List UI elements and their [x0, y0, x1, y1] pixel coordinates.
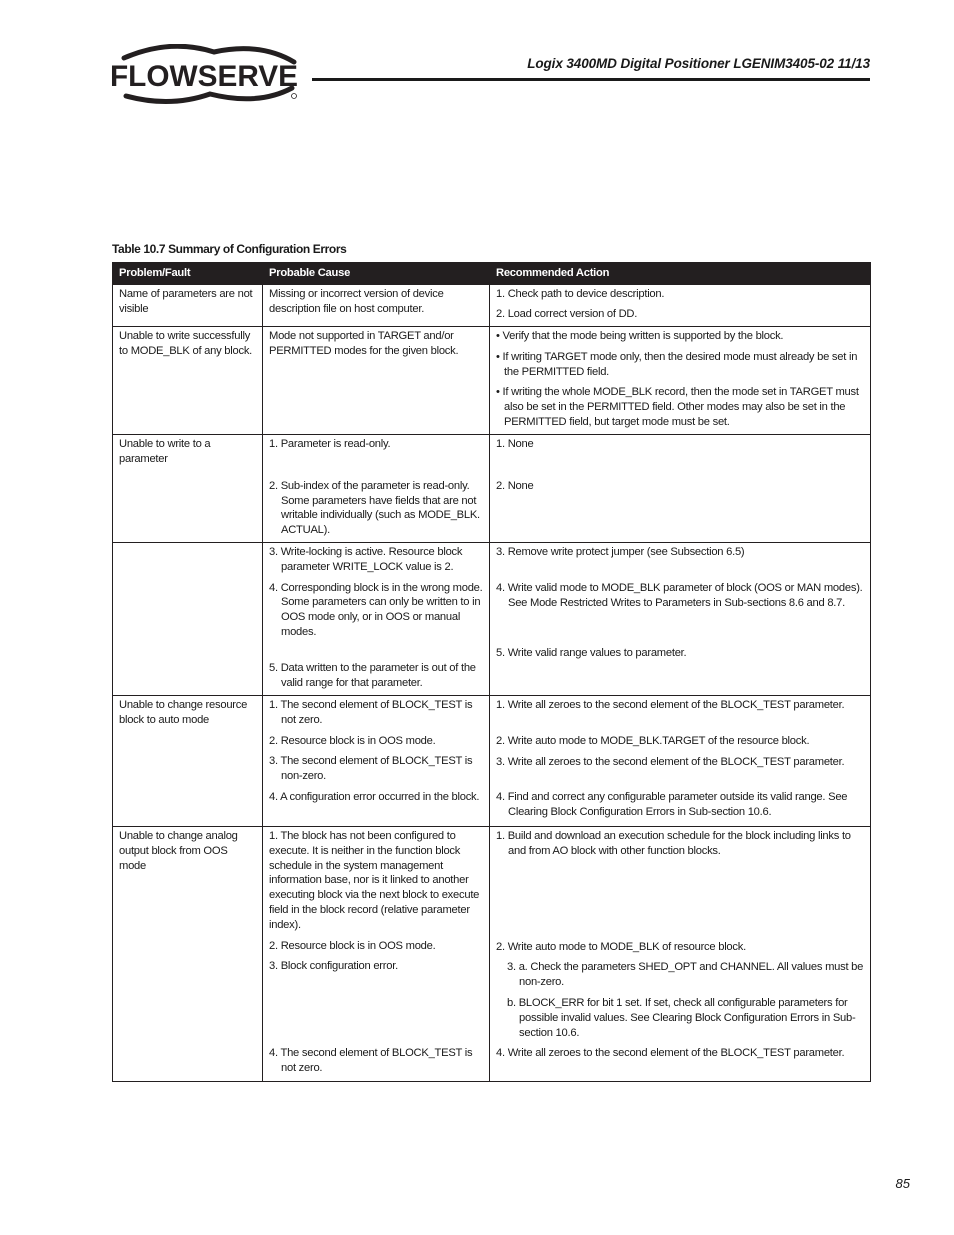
column-header-problem: Problem/Fault: [113, 263, 263, 285]
configuration-errors-table: [112, 262, 871, 1082]
problem-text: Unable to write successfully to MODE_BLK of any block.: [119, 330, 253, 357]
cause-text: 1. The block has not been configured to execute. It is neither in the function block schedule in the system management information base, nor is it linked to another executing block via the next block to execute field in the block record (relative parameter index).: [269, 830, 480, 931]
action-cell: [490, 827, 871, 1082]
action-text: 4. Write valid mode to MODE_BLK parameter of block (OOS or MAN modes). See Mode Restricted Writes to Parameters in Sub-sections 8.6 and 8.7.: [496, 581, 863, 609]
problem-cell: [113, 435, 263, 543]
document-title: Logix 3400MD Digital Positioner LGENIM3405-02 11/13: [527, 56, 870, 71]
problem-text: Unable to change resource block to auto mode: [119, 699, 248, 726]
action-text: 3. Write all zeroes to the second element of the BLOCK_TEST parameter.: [496, 755, 845, 768]
action-text: b. BLOCK_ERR for bit 1 set. If set, check all configurable parameters for possible invalid values. See Clearing Block Configuration Errors in Sub-section 10.6.: [507, 996, 856, 1039]
cause-text: 4. Corresponding block is in the wrong mode. Some parameters can only be written to in OOS mode only, or in OOS or manual modes.: [269, 581, 483, 638]
cause-cell: [263, 285, 490, 327]
problem-cell: [113, 827, 263, 1082]
action-cell: [490, 327, 871, 435]
action-text: 5. Write valid range values to parameter.: [496, 647, 687, 660]
action-text: 1. Write all zeroes to the second element of the BLOCK_TEST parameter.: [496, 699, 845, 711]
column-header-action: Recommended Action: [490, 263, 871, 285]
cause-text: 3. Block configuration error.: [269, 960, 398, 973]
cause-cell: [263, 543, 490, 696]
problem-cell: [113, 543, 263, 696]
table-caption: Table 10.7 Summary of Configuration Errors: [112, 242, 347, 256]
problem-text: Unable to write to a parameter: [119, 438, 211, 465]
problem-cell: [113, 696, 263, 827]
action-text: • Verify that the mode being written is supported by the block.: [496, 330, 784, 342]
action-cell: [490, 696, 871, 827]
cause-text: 4. A configuration error occurred in the block.: [269, 790, 480, 803]
column-header-cause: Probable Cause: [263, 263, 490, 285]
action-cell: [490, 543, 871, 696]
cause-text: 5. Data written to the parameter is out of the valid range for that parameter.: [269, 661, 476, 689]
cause-cell: [263, 435, 490, 543]
problem-text: Name of parameters are not visible: [119, 288, 253, 315]
flowserve-logo: [110, 44, 306, 106]
cause-cell: [263, 827, 490, 1082]
action-text: 1. None: [496, 438, 534, 450]
svg-text:FLOWSERVE: FLOWSERVE: [110, 60, 298, 93]
header-rule: [312, 78, 870, 81]
table-row: [113, 327, 871, 435]
cause-text: 2. Resource block is in OOS mode.: [269, 939, 436, 952]
cause-text: 1. Parameter is read-only.: [269, 438, 391, 450]
action-text: 2. Write auto mode to MODE_BLK of resource block.: [496, 940, 746, 953]
problem-cell: [113, 327, 263, 435]
cause-text: 1. The second element of BLOCK_TEST is not zero.: [269, 699, 473, 726]
cause-text: 2. Sub-index of the parameter is read-only. Some parameters have fields that are not writable individually (such as MODE_BLK. ACTUAL).: [269, 479, 480, 537]
table-row: [113, 543, 871, 696]
table-row: [113, 696, 871, 827]
action-text: 2. None: [496, 479, 534, 492]
action-cell: [490, 435, 871, 543]
action-text: 3. Remove write protect jumper (see Subsection 6.5): [496, 546, 745, 558]
action-text: 4. Find and correct any configurable parameter outside its valid range. See Clearing Block Configuration Errors in Sub-section 10.6.: [496, 791, 848, 819]
table-header-row: [113, 263, 871, 285]
cause-text: Missing or incorrect version of device description file on host computer.: [269, 288, 444, 315]
action-text: 4. Write all zeroes to the second element of the BLOCK_TEST parameter.: [496, 1047, 845, 1060]
cause-text: 4. The second element of BLOCK_TEST is not zero.: [269, 1047, 473, 1074]
cause-text: 3. Write-locking is active. Resource block parameter WRITE_LOCK value is 2.: [269, 546, 463, 573]
table-row: [113, 285, 871, 327]
action-text: 1. Check path to device description.: [496, 288, 665, 300]
cause-text: 2. Resource block is in OOS mode.: [269, 734, 436, 747]
action-text: 1. Build and download an execution schedule for the block including links to and from AO block with other function blocks.: [496, 830, 851, 857]
action-text: • If writing TARGET mode only, then the desired mode must already be set in the PERMITTED field.: [496, 350, 858, 378]
action-text: • If writing the whole MODE_BLK record, then the mode set in TARGET must also be set in the PERMITTED field. Other modes may also be set in the PERMITTED field, but target mode must be set.: [496, 386, 859, 428]
table-row: [113, 827, 871, 1082]
cause-text: 3. The second element of BLOCK_TEST is non-zero.: [269, 755, 473, 783]
action-cell: [490, 285, 871, 327]
problem-cell: [113, 285, 263, 327]
cause-text: Mode not supported in TARGET and/or PERMITTED modes for the given block.: [269, 330, 459, 357]
cause-cell: [263, 696, 490, 827]
action-text: 2. Write auto mode to MODE_BLK.TARGET of the resource block.: [496, 734, 810, 747]
table-row: [113, 435, 871, 543]
problem-text: Unable to change analog output block from OOS mode: [119, 830, 238, 872]
page-number: 85: [895, 1176, 910, 1191]
action-text: 3. a. Check the parameters SHED_OPT and CHANNEL. All values must be non-zero.: [507, 961, 864, 989]
flowserve-logo-mark: [110, 44, 306, 106]
cause-cell: [263, 327, 490, 435]
action-text: 2. Load correct version of DD.: [496, 307, 638, 320]
